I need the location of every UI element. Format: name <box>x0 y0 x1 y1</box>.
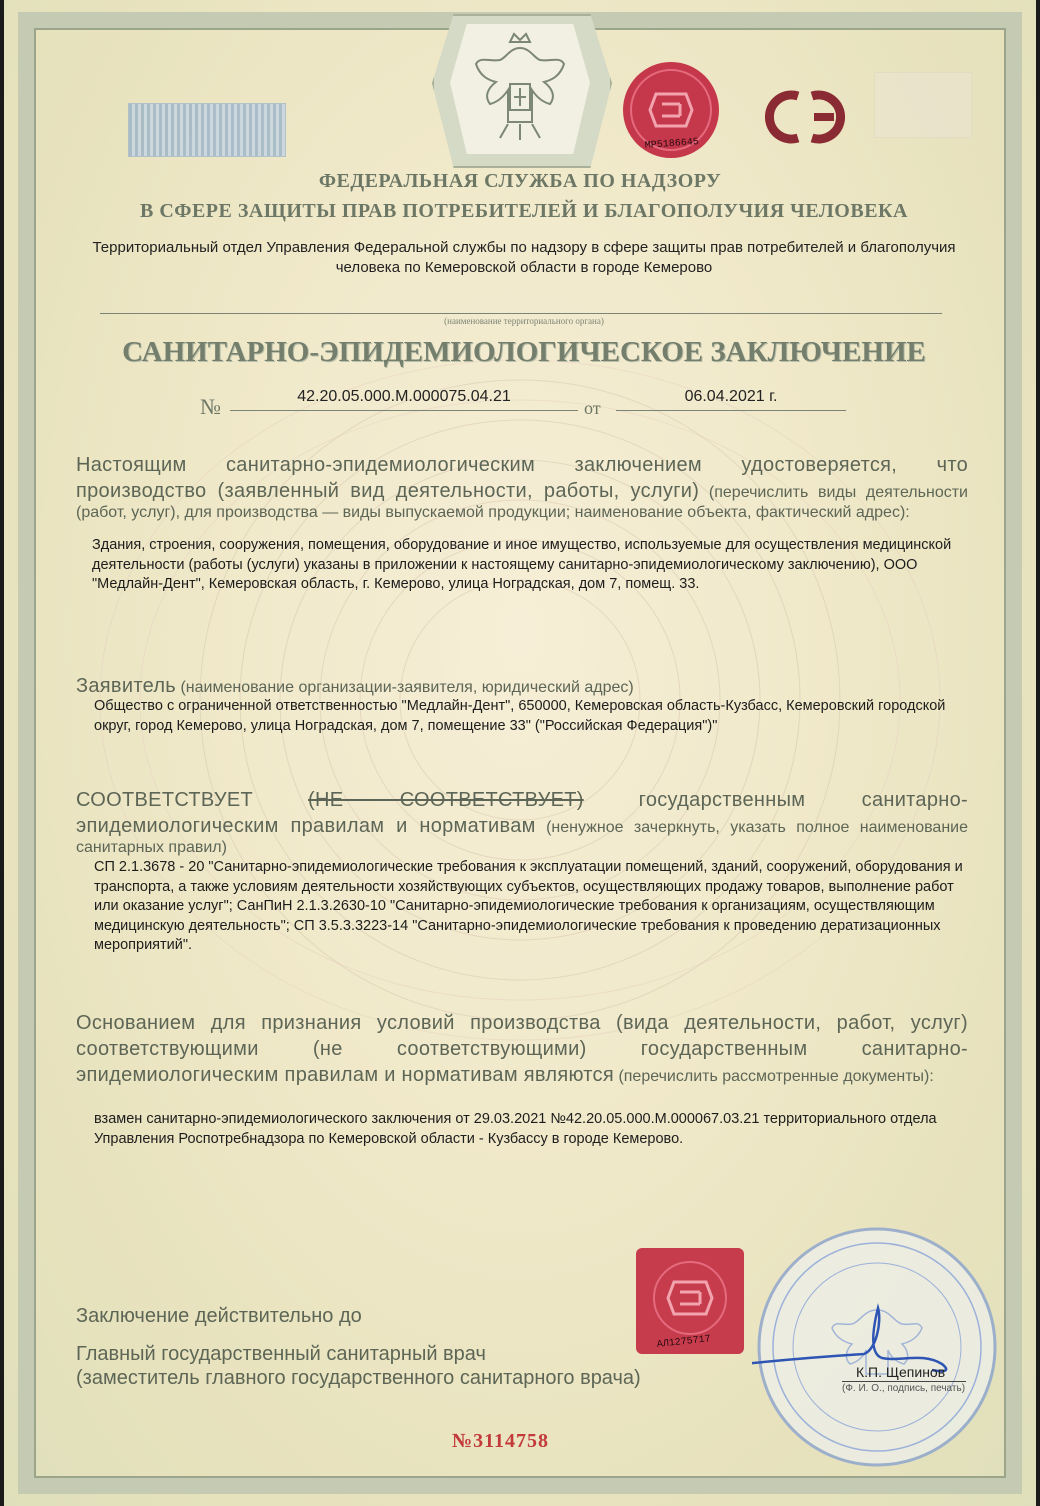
hologram-stamp-bottom <box>634 1246 746 1356</box>
compliance-section-lead <box>76 787 968 857</box>
production-section-lead <box>76 452 968 522</box>
territorial-caption: (наименование территориального органа) <box>444 316 604 326</box>
basis-lead-text: Основанием для признания условий производства (вида деятельности, работ, услуг) соответствующими (не соответствующими) государственным санитарно-эпидемиологическим правилам и нормативам являются <box>76 1012 968 1086</box>
hologram-strip <box>128 103 286 157</box>
deputy-chief-title: (заместитель главного государственного санитарного врача) <box>76 1367 641 1389</box>
divider <box>100 313 942 314</box>
official-round-seal <box>752 1222 1002 1472</box>
territorial-department: Территориальный отдел Управления Федеральной службы по надзору в сфере защиты прав потребителей и благополучия человека по Кемеровской области в городе Кемерово <box>92 239 956 276</box>
signer-caption: (Ф. И. О., подпись, печать) <box>842 1383 966 1394</box>
chief-doctor-title: Главный государственный санитарный врач <box>76 1343 486 1365</box>
certificate-sheet <box>4 0 1036 1506</box>
agency-name-line1: ФЕДЕРАЛЬНАЯ СЛУЖБА ПО НАДЗОРУ <box>318 170 722 192</box>
production-hint: (перечислить виды деятельности (работ, услуг), для производства — виды выпускаемой продукции; наименование объекта, фактический адрес): <box>76 484 968 521</box>
basis-value: взамен санитарно-эпидемиологического заключения от 29.03.2021 №42.20.05.000.М.000067.03.21 территориального отдела Управления Роспотребнадзора по Кемеровской области - Кузбассу в городе Кемерово. <box>94 1111 937 1147</box>
signature-line <box>842 1381 966 1382</box>
basis-section-lead <box>76 1010 968 1088</box>
valid-until-label: Заключение действительно до <box>76 1305 362 1327</box>
form-serial-number: №3114758 <box>452 1430 549 1452</box>
applicant-section-lead <box>76 673 968 699</box>
signer-name: К.П. Щепинов <box>856 1364 946 1380</box>
document-date: 06.04.2021 г. <box>616 388 846 411</box>
compliance-value: СП 2.1.3678 - 20 "Санитарно-эпидемиологические требования к эксплуатации помещений, зданий, сооружений, оборудования и транспорта, а также условиям деятельности хозяйствующих субъектов, осуществляющих продажу товаров, выполнение работ или оказание услуг"; СанПиН 2.1.3.2630-10 "Санитарно-эпидемиологические требования к организациям, осуществляющим медицинскую деятельность"; СП 3.5.3.3223-14 "Санитарно-эпидемиологические требования к проведению дератизационных мероприятий". <box>94 859 963 953</box>
agency-name-line2: В СФЕРЕ ЗАЩИТЫ ПРАВ ПОТРЕБИТЕЛЕЙ И БЛАГОПОЛУЧИЯ ЧЕЛОВЕКА <box>140 200 908 222</box>
hologram-patch <box>874 72 972 138</box>
production-lead-text: Настоящим санитарно-эпидемиологическим заключением удостоверяется, что производство (заявленный вид деятельности, работы, услуги) <box>76 454 968 502</box>
applicant-value: Общество с ограниченной ответственностью "Медлайн-Дент", 650000, Кемеровская область-Кузбасс, Кемеровский городской округ, город Кемерово, улица Ноградская, дом 7, помещение 33" ("Российская Федерация")" <box>94 698 946 734</box>
basis-hint: (перечислить рассмотренные документы): <box>618 1068 934 1085</box>
non-compliance-word-struck: (НЕ СООТВЕТСТВУЕТ) <box>308 789 584 811</box>
sanepid-logo-icon <box>756 82 856 152</box>
document-number: 42.20.05.000.М.000075.04.21 <box>230 388 578 411</box>
compliance-hint: (ненужное зачеркнуть, указать полное наименование санитарных правил) <box>76 819 968 856</box>
date-label: от <box>584 398 601 418</box>
number-label: № <box>200 394 221 419</box>
hologram-code-top: MP5186645 <box>644 137 700 152</box>
compliance-word: СООТВЕТСТВУЕТ <box>76 789 254 811</box>
double-headed-eagle-icon <box>470 30 570 148</box>
applicant-lead-text: Заявитель <box>76 675 177 697</box>
applicant-hint: (наименование организации-заявителя, юридический адрес) <box>180 679 634 696</box>
hologram-stamp-top <box>616 60 726 160</box>
production-value: Здания, строения, сооружения, помещения, оборудование и иное имущество, используемые для осуществления медицинской деятельности (работы (услуги) указаны в приложении к настоящему санитарно-эпидемиологическому заключению), ООО "Медлайн-Дент", Кемеровская область, г. Кемерово, улица Ноградская, дом 7, помещ. 33. <box>92 537 952 592</box>
document-title: САНИТАРНО-ЭПИДЕМИОЛОГИЧЕСКОЕ ЗАКЛЮЧЕНИЕ <box>122 336 926 368</box>
hologram-code-bottom: АЛ1275717 <box>656 1334 712 1351</box>
compliance-lead-text: государственным санитарно-эпидемиологическим правилам и нормативам <box>76 789 968 837</box>
